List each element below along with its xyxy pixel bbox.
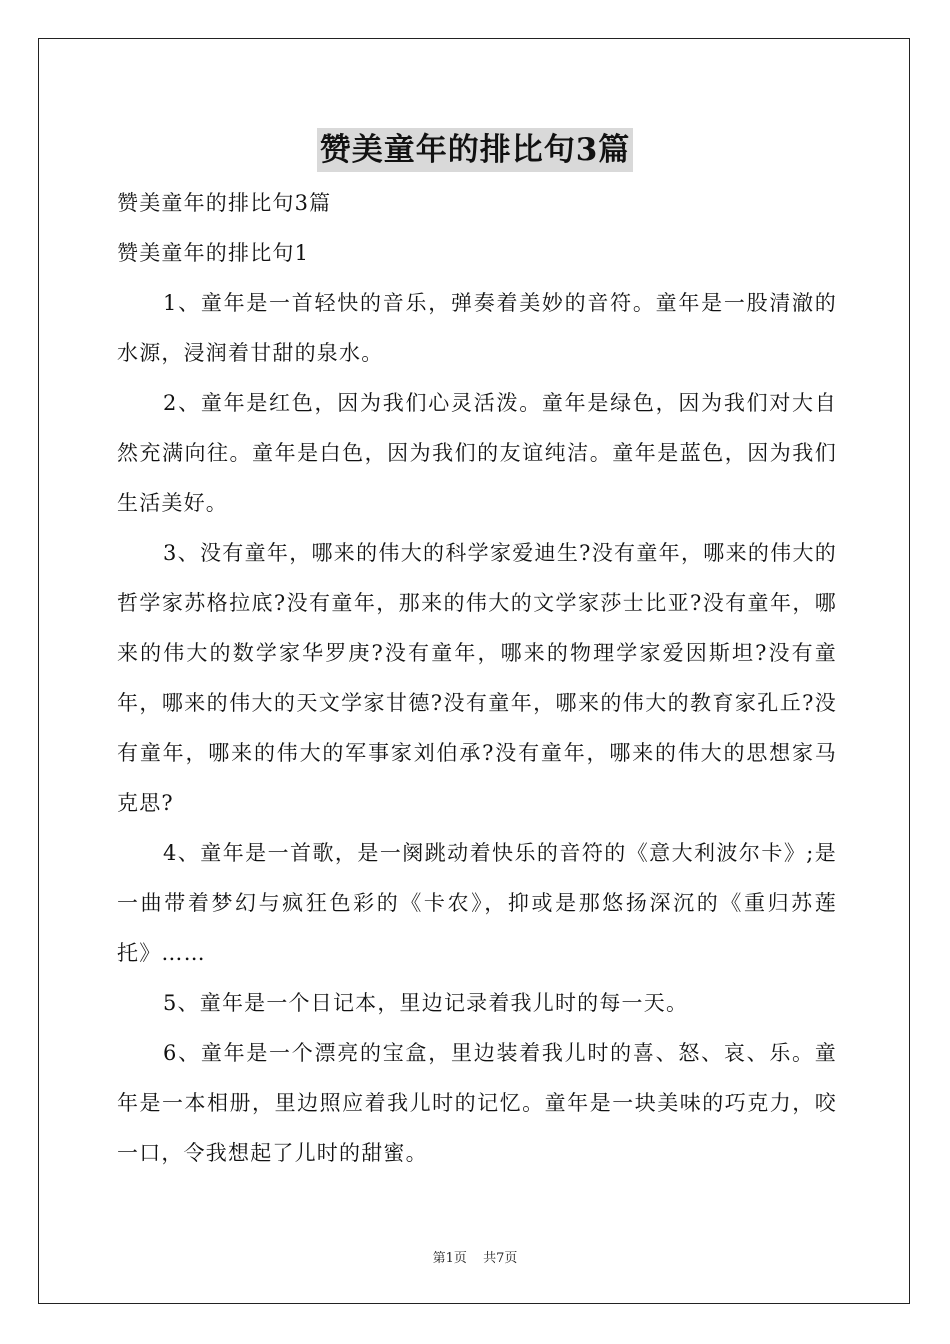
paragraph-6: 6、童年是一个漂亮的宝盒，里边装着我儿时的喜、怒、哀、乐。童年是一本相册，里边照应着我儿时的记忆。童年是一块美味的巧克力，咬一口，令我想起了儿时的甜蜜。	[117, 1041, 837, 1165]
paragraph-5: 5、童年是一个日记本，里边记录着我儿时的每一天。	[163, 991, 689, 1015]
section-heading: 赞美童年的排比句1	[117, 241, 310, 265]
paragraph-4: 4、童年是一首歌，是一阕跳动着快乐的音符的《意大利波尔卡》;是一曲带着梦幻与疯狂色彩的《卡农》，抑或是那悠扬深沉的《重归苏莲托》……	[117, 841, 837, 965]
document-subtitle: 赞美童年的排比句3篇	[117, 191, 332, 215]
document-title: 赞美童年的排比句3篇	[317, 128, 634, 172]
page-total: 共7页	[483, 1251, 518, 1266]
paragraph-2: 2、童年是红色，因为我们心灵活泼。童年是绿色，因为我们对大自然充满向往。童年是白色，因为我们的友谊纯洁。童年是蓝色，因为我们生活美好。	[117, 391, 837, 515]
page-number: 第1页	[432, 1251, 467, 1266]
document-body	[117, 178, 837, 1178]
page-footer	[0, 1247, 950, 1266]
title-container	[0, 128, 950, 172]
paragraph-3: 3、没有童年，哪来的伟大的科学家爱迪生?没有童年，哪来的伟大的哲学家苏格拉底?没有童年，那来的伟大的文学家莎士比亚?没有童年，哪来的伟大的数学家华罗庚?没有童年，哪来的物理学家爱因斯坦?没有童年，哪来的伟大的天文学家甘德?没有童年，哪来的伟大的教育家孔丘?没有童年，哪来的伟大的军事家刘伯承?没有童年，哪来的伟大的思想家马克思?	[117, 541, 837, 815]
paragraph-1: 1、童年是一首轻快的音乐，弹奏着美妙的音符。童年是一股清澈的水源，浸润着甘甜的泉水。	[117, 291, 837, 365]
